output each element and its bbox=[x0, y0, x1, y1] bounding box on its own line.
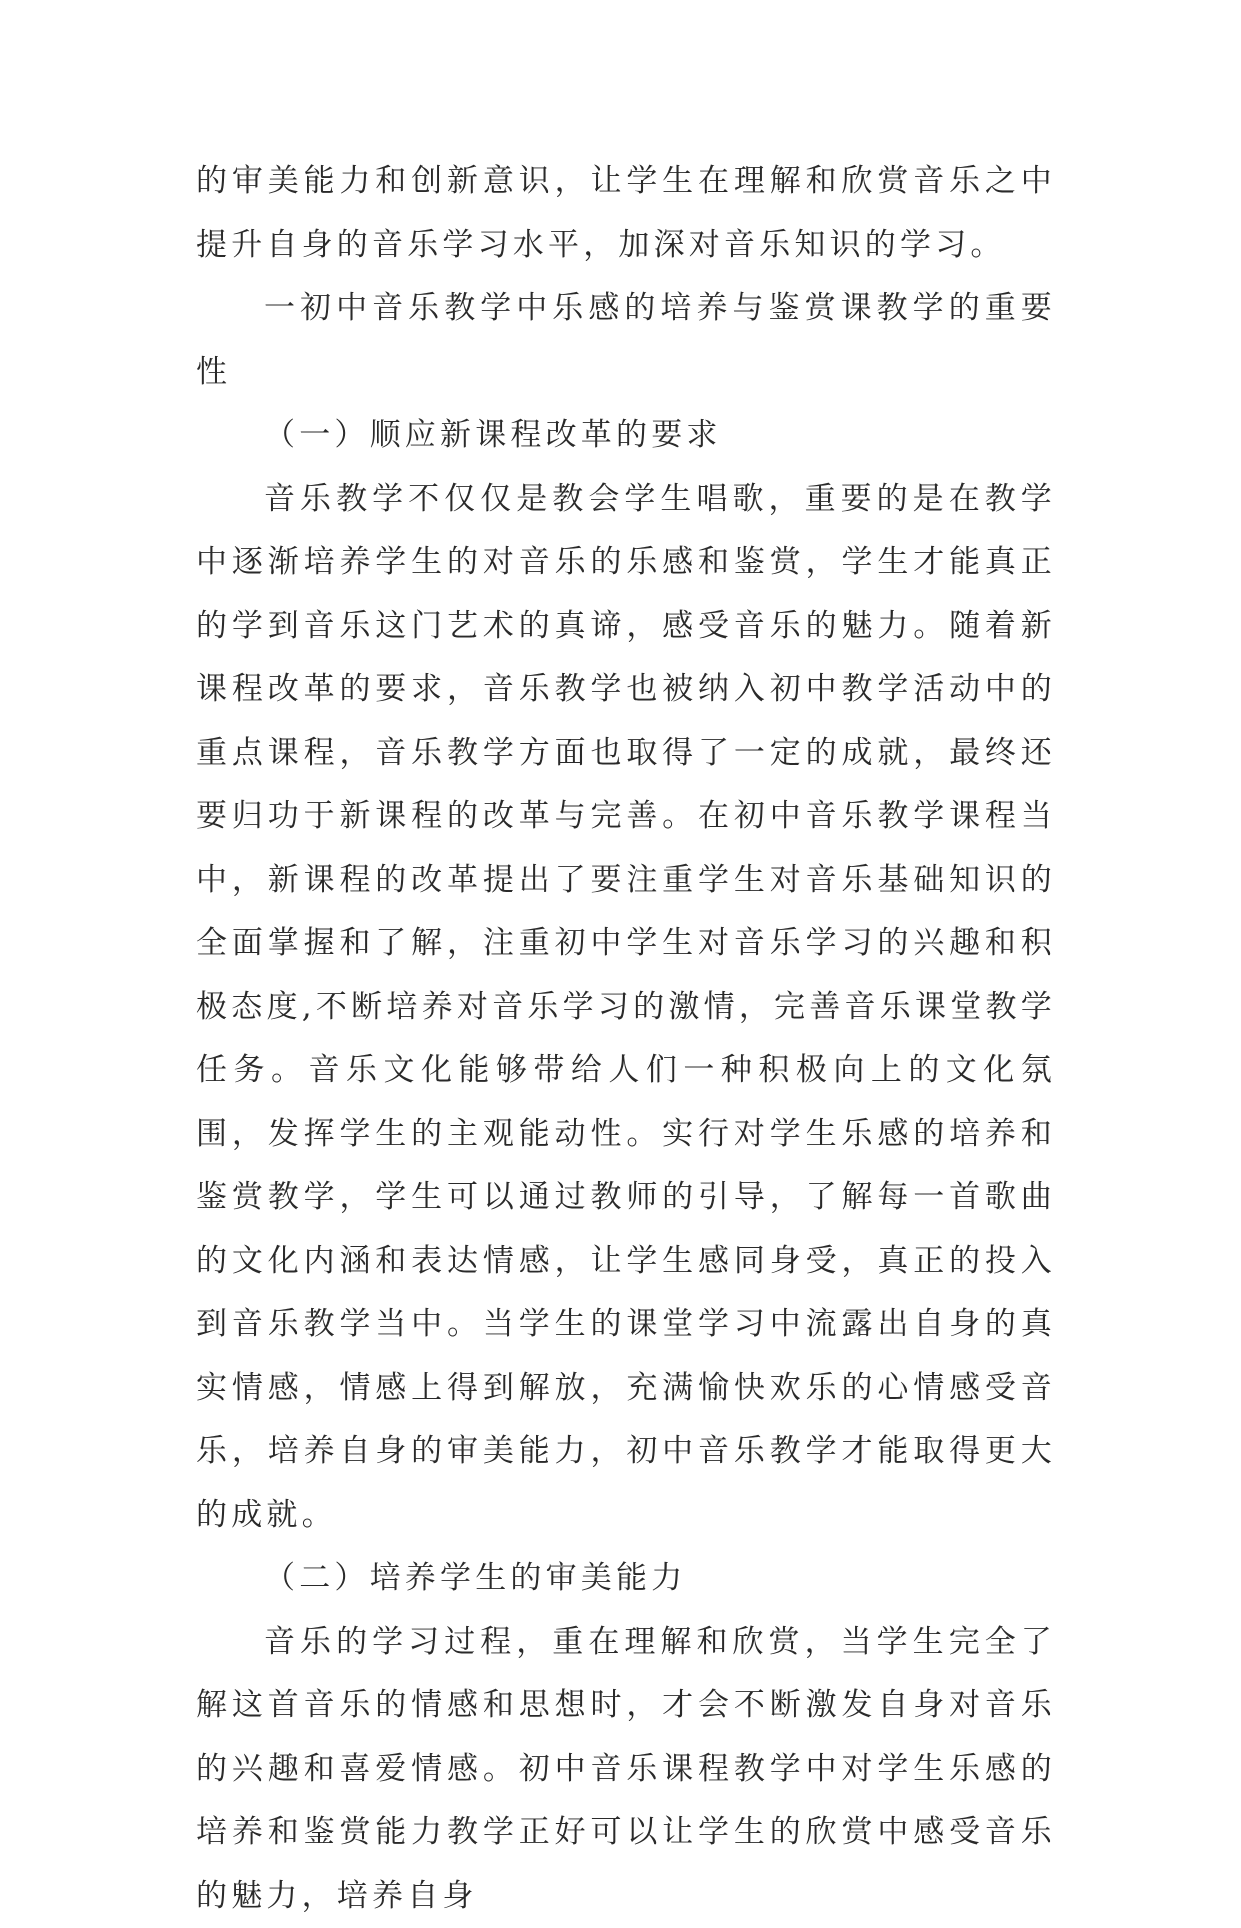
paragraph-continued: 的审美能力和创新意识，让学生在理解和欣赏音乐之中提升自身的音乐学习水平，加深对音乐知识的学习。 bbox=[196, 150, 1056, 277]
document-body bbox=[196, 150, 1056, 1928]
body-paragraph-2: 音乐的学习过程，重在理解和欣赏，当学生完全了解这首音乐的情感和思想时，才会不断激发自身对音乐的兴趣和喜爱情感。初中音乐课程教学中对学生乐感的培养和鉴赏能力教学正好可以让学生的欣赏中感受音乐的魅力，培养自身 bbox=[196, 1611, 1056, 1928]
subsection-heading-2: （二）培养学生的审美能力 bbox=[196, 1547, 1056, 1611]
body-paragraph-1: 音乐教学不仅仅是教会学生唱歌，重要的是在教学中逐渐培养学生的对音乐的乐感和鉴赏，学生才能真正的学到音乐这门艺术的真谛，感受音乐的魅力。随着新课程改革的要求，音乐教学也被纳入初中教学活动中的重点课程，音乐教学方面也取得了一定的成就，最终还要归功于新课程的改革与完善。在初中音乐教学课程当中，新课程的改革提出了要注重学生对音乐基础知识的全面掌握和了解，注重初中学生对音乐学习的兴趣和积极态度,不断培养对音乐学习的激情，完善音乐课堂教学任务。音乐文化能够带给人们一种积极向上的文化氛围，发挥学生的主观能动性。实行对学生乐感的培养和鉴赏教学，学生可以通过教师的引导，了解每一首歌曲的文化内涵和表达情感，让学生感同身受，真正的投入到音乐教学当中。当学生的课堂学习中流露出自身的真实情感，情感上得到解放，充满愉快欢乐的心情感受音乐，培养自身的审美能力，初中音乐教学才能取得更大的成就。 bbox=[196, 468, 1056, 1548]
section-heading: 一初中音乐教学中乐感的培养与鉴赏课教学的重要性 bbox=[196, 277, 1056, 404]
subsection-heading-1: （一）顺应新课程改革的要求 bbox=[196, 404, 1056, 468]
